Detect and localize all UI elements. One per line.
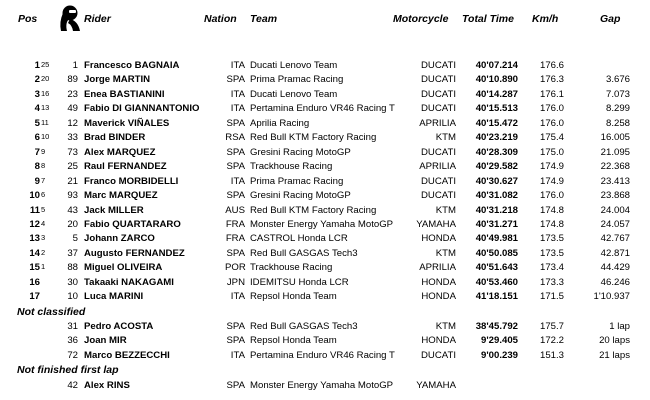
motorcycle-cell: YAMAHA	[416, 218, 456, 230]
team-cell: Gresini Racing MotoGP	[250, 190, 351, 202]
speed-cell: 174.8	[539, 218, 564, 230]
rider-name-cell: Takaaki NAKAGAMI	[84, 276, 174, 288]
gap-cell: 23.868	[600, 190, 630, 202]
total-time-cell: 40'15.513	[475, 103, 518, 115]
gap-cell: 20 laps	[599, 335, 630, 347]
team-cell: Red Bull GASGAS Tech3	[250, 321, 358, 332]
rider-name-cell: Augusto FERNANDEZ	[84, 247, 185, 259]
points-cell: 25	[41, 60, 50, 69]
gap-cell: 24.004	[600, 204, 630, 216]
table-row	[0, 349, 650, 363]
team-cell: Gresini Racing MotoGP	[250, 146, 351, 158]
total-time-cell: 40'23.219	[475, 132, 518, 144]
rider-name-cell: Alex MARQUEZ	[84, 146, 156, 158]
nation-cell: SPA	[226, 321, 245, 332]
rider-name-cell: Pedro ACOSTA	[84, 321, 154, 332]
motorcycle-cell: DUCATI	[421, 74, 456, 86]
rider-name-cell: Marc MARQUEZ	[84, 190, 158, 202]
team-cell: CASTROL Honda LCR	[250, 233, 348, 245]
nation-cell: RSA	[225, 132, 245, 144]
nation-cell: ITA	[230, 88, 245, 100]
points-cell: 20	[41, 74, 50, 84]
speed-cell: 176.0	[539, 190, 564, 202]
speed-cell: 151.3	[539, 349, 564, 361]
team-cell: Monster Energy Yamaha MotoGP	[250, 218, 394, 230]
header-kmh: Km/h	[532, 13, 559, 25]
nation-cell: SPA	[226, 146, 245, 158]
motorcycle-cell: YAMAHA	[416, 380, 456, 391]
position-cell: 4	[34, 103, 40, 115]
team-cell: Prima Pramac Racing	[250, 175, 344, 187]
total-time-cell: 40'07.214	[475, 60, 518, 71]
points-cell: 3	[41, 233, 46, 243]
points-cell: 10	[41, 132, 50, 142]
nation-cell: FRA	[225, 218, 245, 230]
nation-cell: AUS	[225, 204, 245, 216]
table-row	[0, 131, 650, 145]
speed-cell: 173.5	[539, 247, 564, 259]
table-row	[0, 232, 650, 246]
team-cell: Red Bull GASGAS Tech3	[250, 247, 358, 259]
gap-cell: 16.005	[600, 132, 630, 144]
points-cell: 2	[41, 247, 46, 257]
total-time-cell: 9'00.239	[481, 349, 518, 361]
rider-number-cell: 88	[67, 262, 78, 274]
motorcycle-cell: APRILIA	[419, 117, 456, 129]
position-cell: 14	[29, 247, 40, 259]
motorcycle-cell: DUCATI	[421, 175, 456, 187]
total-time-cell: 40'29.582	[475, 161, 518, 173]
motorcycle-cell: HONDA	[421, 233, 456, 245]
gap-cell: 22.368	[600, 161, 630, 173]
team-cell: Trackhouse Racing	[250, 161, 333, 173]
rider-number-cell: 12	[67, 117, 78, 129]
motorcycle-cell: KTM	[435, 321, 456, 332]
position-cell: 1	[34, 60, 40, 71]
total-time-cell: 40'31.082	[475, 190, 518, 202]
table-row	[0, 59, 650, 73]
team-cell: Aprilia Racing	[250, 117, 310, 129]
rider-number-cell: 42	[67, 380, 78, 391]
table-row	[0, 189, 650, 203]
rider-name-cell: Fabio QUARTARARO	[84, 218, 181, 230]
speed-cell: 172.2	[539, 335, 564, 347]
table-row	[0, 379, 650, 393]
gap-cell: 1 lap	[609, 321, 630, 332]
gap-cell: 7.073	[605, 88, 630, 100]
total-time-cell: 40'31.271	[475, 218, 518, 230]
points-cell: 11	[41, 117, 49, 127]
total-time-cell: 40'31.218	[475, 204, 518, 216]
nation-cell: ITA	[230, 291, 245, 303]
points-cell: 7	[41, 175, 46, 185]
speed-cell: 176.0	[539, 117, 564, 129]
table-row	[0, 320, 650, 334]
points-cell: 4	[41, 218, 46, 228]
motorcycle-cell: DUCATI	[421, 103, 456, 115]
rider-number-cell: 5	[72, 233, 78, 245]
gap-cell: 21.095	[600, 146, 630, 158]
rider-number-cell: 20	[67, 218, 78, 230]
header-nation: Nation	[204, 13, 237, 25]
rider-number-cell: 1	[72, 60, 78, 71]
nation-cell: JPN	[226, 276, 245, 288]
speed-cell: 173.4	[539, 262, 564, 274]
team-cell: Ducati Lenovo Team	[250, 60, 338, 71]
motorcycle-cell: HONDA	[421, 335, 456, 347]
team-cell: Pertamina Enduro VR46 Racing T	[250, 103, 395, 115]
team-cell: Repsol Honda Team	[250, 335, 337, 347]
position-cell: 8	[34, 161, 40, 173]
rider-name-cell: Franco MORBIDELLI	[84, 175, 179, 187]
header-team: Team	[250, 13, 278, 25]
nation-cell: ITA	[230, 349, 245, 361]
not-finished-heading: Not finished first lap	[17, 364, 119, 376]
motorcycle-cell: DUCATI	[421, 349, 456, 361]
helmet-rider-icon	[56, 4, 82, 34]
gap-cell: 21 laps	[599, 349, 630, 361]
header-total-time: Total Time	[462, 13, 514, 25]
position-cell: 3	[34, 88, 40, 100]
speed-cell: 173.3	[539, 276, 564, 288]
rider-number-cell: 89	[67, 74, 78, 86]
header-motorcycle: Motorcycle	[393, 13, 449, 25]
rider-name-cell: Francesco BAGNAIA	[84, 60, 180, 71]
table-row	[0, 276, 650, 290]
motorcycle-cell: DUCATI	[421, 88, 456, 100]
rider-name-cell: Luca MARINI	[84, 291, 144, 303]
points-cell: 6	[41, 190, 46, 200]
header-rider: Rider	[84, 13, 111, 25]
rider-number-cell: 49	[67, 103, 78, 115]
team-cell: Red Bull KTM Factory Racing	[250, 132, 377, 144]
nation-cell: SPA	[226, 335, 245, 347]
total-time-cell: 40'53.460	[475, 276, 518, 288]
speed-cell: 176.6	[539, 60, 564, 71]
nation-cell: SPA	[226, 247, 245, 259]
motorcycle-cell: DUCATI	[421, 60, 456, 71]
position-cell: 5	[34, 117, 40, 129]
speed-cell: 175.0	[539, 146, 564, 158]
rider-name-cell: Raul FERNANDEZ	[84, 161, 167, 173]
rider-number-cell: 30	[67, 276, 78, 288]
position-cell: 16	[29, 276, 40, 288]
position-cell: 9	[34, 175, 40, 187]
points-cell: 5	[41, 204, 46, 214]
table-row	[0, 175, 650, 189]
points-cell: 1	[41, 262, 46, 272]
motorcycle-cell: KTM	[435, 247, 456, 259]
rider-number-cell: 21	[67, 175, 78, 187]
position-cell: 6	[34, 132, 40, 144]
speed-cell: 175.7	[539, 321, 564, 332]
table-row	[0, 218, 650, 232]
total-time-cell: 40'51.643	[475, 262, 518, 274]
position-cell: 2	[34, 74, 40, 86]
rider-name-cell: Joan MIR	[84, 335, 127, 347]
position-cell: 7	[34, 146, 40, 158]
table-row	[0, 204, 650, 218]
rider-name-cell: Miguel OLIVEIRA	[84, 262, 163, 274]
motorcycle-cell: DUCATI	[421, 190, 456, 202]
table-row	[0, 290, 650, 304]
position-cell: 10	[29, 190, 40, 202]
rider-number-cell: 36	[67, 335, 78, 347]
table-row	[0, 146, 650, 160]
motorcycle-cell: HONDA	[421, 291, 456, 303]
total-time-cell: 41'18.151	[475, 291, 518, 303]
total-time-cell: 40'15.472	[475, 117, 518, 129]
nation-cell: SPA	[226, 74, 245, 86]
total-time-cell: 38'45.792	[475, 321, 518, 332]
position-cell: 17	[29, 291, 40, 303]
team-cell: Red Bull KTM Factory Racing	[250, 204, 377, 216]
total-time-cell: 9'29.405	[481, 335, 518, 347]
table-row	[0, 334, 650, 348]
table-row	[0, 102, 650, 116]
gap-cell: 3.676	[605, 74, 630, 86]
rider-number-cell: 31	[67, 321, 78, 332]
motorcycle-cell: HONDA	[421, 276, 456, 288]
rider-number-cell: 23	[67, 88, 78, 100]
rider-name-cell: Jorge MARTIN	[84, 74, 151, 86]
total-time-cell: 40'28.309	[475, 146, 518, 158]
points-cell: 16	[41, 88, 50, 98]
speed-cell: 174.9	[539, 175, 564, 187]
speed-cell: 175.4	[539, 132, 564, 144]
motorcycle-cell: APRILIA	[419, 262, 456, 274]
nation-cell: SPA	[226, 161, 245, 173]
points-cell: 13	[41, 103, 50, 113]
team-cell: Ducati Lenovo Team	[250, 88, 338, 100]
gap-cell: 8.299	[605, 103, 630, 115]
gap-cell: 46.246	[600, 276, 630, 288]
rider-name-cell: Fabio DI GIANNANTONIO	[84, 103, 200, 115]
motorcycle-cell: KTM	[435, 132, 456, 144]
motorcycle-cell: KTM	[435, 204, 456, 216]
rider-number-cell: 73	[67, 146, 78, 158]
team-cell: Trackhouse Racing	[250, 262, 333, 274]
points-cell: 9	[41, 146, 46, 156]
nation-cell: SPA	[226, 190, 245, 202]
total-time-cell: 40'14.287	[475, 88, 518, 100]
table-row	[0, 117, 650, 131]
nation-cell: ITA	[230, 60, 245, 71]
total-time-cell: 40'49.981	[475, 233, 518, 245]
speed-cell: 176.0	[539, 103, 564, 115]
header-gap: Gap	[600, 13, 621, 25]
team-cell: Pertamina Enduro VR46 Racing T	[250, 349, 395, 361]
not-classified-heading: Not classified	[17, 306, 86, 318]
team-cell: Repsol Honda Team	[250, 291, 337, 303]
total-time-cell: 40'30.627	[475, 175, 518, 187]
table-row	[0, 88, 650, 102]
total-time-cell: 40'10.890	[475, 74, 518, 86]
rider-number-cell: 93	[67, 190, 78, 202]
position-cell: 15	[29, 262, 40, 274]
position-cell: 13	[29, 233, 40, 245]
gap-cell: 1'10.937	[593, 291, 630, 303]
gap-cell: 24.057	[600, 218, 630, 230]
nation-cell: POR	[225, 262, 246, 274]
nation-cell: ITA	[230, 103, 245, 115]
points-cell: 8	[41, 161, 46, 171]
gap-cell: 42.767	[600, 233, 630, 245]
speed-cell: 173.5	[539, 233, 564, 245]
rider-number-cell: 10	[67, 291, 78, 303]
rider-number-cell: 43	[67, 204, 78, 216]
rider-name-cell: Jack MILLER	[84, 204, 144, 216]
rider-number-cell: 37	[67, 247, 78, 259]
speed-cell: 174.9	[539, 161, 564, 173]
speed-cell: 171.5	[539, 291, 564, 303]
position-cell: 11	[29, 204, 40, 216]
motorcycle-cell: DUCATI	[421, 146, 456, 158]
table-row	[0, 160, 650, 174]
rider-number-cell: 72	[67, 349, 78, 361]
gap-cell: 8.258	[605, 117, 630, 129]
speed-cell: 176.3	[539, 74, 564, 86]
rider-name-cell: Marco BEZZECCHI	[84, 349, 170, 361]
gap-cell: 42.871	[600, 247, 630, 259]
nation-cell: FRA	[225, 233, 245, 245]
speed-cell: 174.8	[539, 204, 564, 216]
rider-name-cell: Brad BINDER	[84, 132, 146, 144]
position-cell: 12	[29, 218, 40, 230]
rider-number-cell: 33	[67, 132, 78, 144]
nation-cell: ITA	[230, 175, 245, 187]
header-pos: Pos	[18, 13, 38, 25]
table-row	[0, 73, 650, 87]
motorcycle-cell: APRILIA	[419, 161, 456, 173]
nation-cell: SPA	[226, 117, 245, 129]
table-row	[0, 261, 650, 275]
team-cell: Monster Energy Yamaha MotoGP	[250, 380, 394, 391]
total-time-cell: 40'50.085	[475, 247, 518, 259]
rider-name-cell: Maverick VIÑALES	[84, 117, 170, 129]
gap-cell: 44.429	[600, 262, 630, 274]
gap-cell: 23.413	[600, 175, 630, 187]
table-row	[0, 247, 650, 261]
rider-name-cell: Johann ZARCO	[84, 233, 155, 245]
team-cell: IDEMITSU Honda LCR	[250, 276, 349, 288]
rider-name-cell: Enea BASTIANINI	[84, 88, 165, 100]
rider-number-cell: 25	[67, 161, 78, 173]
rider-name-cell: Alex RINS	[84, 380, 130, 391]
nation-cell: SPA	[226, 380, 245, 391]
speed-cell: 176.1	[539, 88, 564, 100]
team-cell: Prima Pramac Racing	[250, 74, 344, 86]
